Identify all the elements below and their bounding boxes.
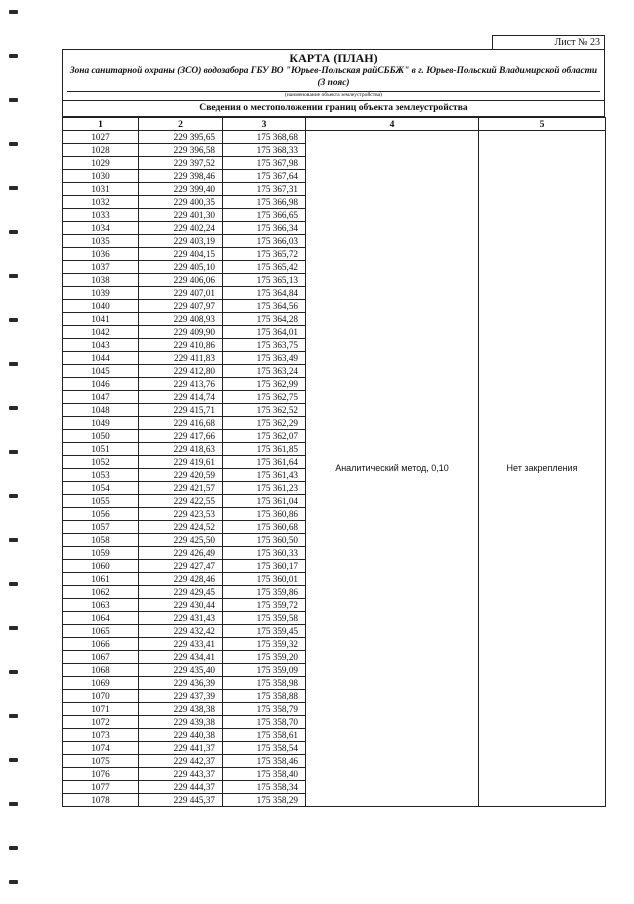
point-number-cell: 1027 [63,131,139,144]
y-coordinate-cell: 175 362,75 [223,391,306,404]
punch-hole-mark [9,582,18,586]
punch-hole-mark [9,98,18,102]
punch-hole-mark [9,230,18,234]
x-coordinate-cell: 229 433,41 [139,638,223,651]
x-coordinate-cell: 229 399,40 [139,183,223,196]
x-coordinate-cell: 229 423,53 [139,508,223,521]
x-coordinate-cell: 229 443,37 [139,768,223,781]
point-number-cell: 1071 [63,703,139,716]
x-coordinate-cell: 229 418,63 [139,443,223,456]
x-coordinate-cell: 229 438,38 [139,703,223,716]
y-coordinate-cell: 175 368,68 [223,131,306,144]
x-coordinate-cell: 229 422,55 [139,495,223,508]
y-coordinate-cell: 175 367,98 [223,157,306,170]
point-number-cell: 1078 [63,794,139,807]
point-number-cell: 1074 [63,742,139,755]
document-title: КАРТА (ПЛАН) [289,51,378,65]
point-number-cell: 1054 [63,482,139,495]
x-coordinate-cell: 229 421,57 [139,482,223,495]
x-coordinate-cell: 229 404,15 [139,248,223,261]
method-cell: Аналитический метод, 0,10 [306,131,479,807]
column-header: 4 [306,118,479,131]
point-number-cell: 1045 [63,365,139,378]
x-coordinate-cell: 229 417,66 [139,430,223,443]
y-coordinate-cell: 175 363,75 [223,339,306,352]
object-name: Зона санитарной охраны (ЗСО) водозабора ГБУ ВО "Юрьев-Польская райСББЖ" в г. Юрьев-Польский Владимирской области (3 пояс) [69,66,598,88]
point-number-cell: 1047 [63,391,139,404]
x-coordinate-cell: 229 444,37 [139,781,223,794]
point-number-cell: 1035 [63,235,139,248]
punch-hole-mark [9,274,18,278]
x-coordinate-cell: 229 424,52 [139,521,223,534]
sheet-number: Лист № 23 [492,35,605,50]
x-coordinate-cell: 229 419,61 [139,456,223,469]
point-number-cell: 1051 [63,443,139,456]
point-number-cell: 1044 [63,352,139,365]
point-number-cell: 1063 [63,599,139,612]
table-row [63,131,606,144]
punch-hole-mark [9,626,18,630]
point-number-cell: 1067 [63,651,139,664]
y-coordinate-cell: 175 359,45 [223,625,306,638]
x-coordinate-cell: 229 428,46 [139,573,223,586]
point-number-cell: 1031 [63,183,139,196]
point-number-cell: 1052 [63,456,139,469]
point-number-cell: 1072 [63,716,139,729]
column-header: 3 [223,118,306,131]
y-coordinate-cell: 175 366,03 [223,235,306,248]
fixing-cell: Нет закрепления [479,131,606,807]
x-coordinate-cell: 229 432,42 [139,625,223,638]
y-coordinate-cell: 175 364,01 [223,326,306,339]
point-number-cell: 1036 [63,248,139,261]
x-coordinate-cell: 229 414,74 [139,391,223,404]
x-coordinate-cell: 229 405,10 [139,261,223,274]
y-coordinate-cell: 175 359,20 [223,651,306,664]
x-coordinate-cell: 229 406,06 [139,274,223,287]
x-coordinate-cell: 229 420,59 [139,469,223,482]
point-number-cell: 1057 [63,521,139,534]
x-coordinate-cell: 229 402,24 [139,222,223,235]
punch-hole-mark [9,846,18,850]
point-number-cell: 1068 [63,664,139,677]
punch-hole-mark [9,406,18,410]
point-number-cell: 1040 [63,300,139,313]
point-number-cell: 1062 [63,586,139,599]
punch-hole-mark [9,880,18,884]
y-coordinate-cell: 175 368,33 [223,144,306,157]
y-coordinate-cell: 175 358,40 [223,768,306,781]
point-number-cell: 1073 [63,729,139,742]
punch-hole-mark [9,758,18,762]
section-title: Сведения о местоположении границ объекта землеустройства [199,102,468,113]
y-coordinate-cell: 175 362,29 [223,417,306,430]
y-coordinate-cell: 175 358,46 [223,755,306,768]
y-coordinate-cell: 175 362,99 [223,378,306,391]
point-number-cell: 1066 [63,638,139,651]
point-number-cell: 1076 [63,768,139,781]
x-coordinate-cell: 229 407,97 [139,300,223,313]
point-number-cell: 1037 [63,261,139,274]
x-coordinate-cell: 229 441,37 [139,742,223,755]
y-coordinate-cell: 175 358,70 [223,716,306,729]
point-number-cell: 1056 [63,508,139,521]
y-coordinate-cell: 175 363,49 [223,352,306,365]
y-coordinate-cell: 175 359,72 [223,599,306,612]
x-coordinate-cell: 229 440,38 [139,729,223,742]
y-coordinate-cell: 175 360,33 [223,547,306,560]
y-coordinate-cell: 175 361,43 [223,469,306,482]
point-number-cell: 1041 [63,313,139,326]
y-coordinate-cell: 175 358,79 [223,703,306,716]
x-coordinate-cell: 229 426,49 [139,547,223,560]
y-coordinate-cell: 175 362,52 [223,404,306,417]
x-coordinate-cell: 229 430,44 [139,599,223,612]
y-coordinate-cell: 175 360,17 [223,560,306,573]
document-header [62,49,605,117]
punch-hole-mark [9,142,18,146]
x-coordinate-cell: 229 400,35 [139,196,223,209]
y-coordinate-cell: 175 359,09 [223,664,306,677]
y-coordinate-cell: 175 361,23 [223,482,306,495]
y-coordinate-cell: 175 361,64 [223,456,306,469]
point-number-cell: 1030 [63,170,139,183]
point-number-cell: 1070 [63,690,139,703]
object-name-caption: (наименование объекта землеустройства) [285,92,382,98]
y-coordinate-cell: 175 358,88 [223,690,306,703]
x-coordinate-cell: 229 411,83 [139,352,223,365]
x-coordinate-cell: 229 427,47 [139,560,223,573]
point-number-cell: 1029 [63,157,139,170]
y-coordinate-cell: 175 367,64 [223,170,306,183]
point-number-cell: 1053 [63,469,139,482]
point-number-cell: 1033 [63,209,139,222]
boundary-table [62,117,606,807]
point-number-cell: 1042 [63,326,139,339]
y-coordinate-cell: 175 366,65 [223,209,306,222]
y-coordinate-cell: 175 366,34 [223,222,306,235]
column-header: 1 [63,118,139,131]
x-coordinate-cell: 229 408,93 [139,313,223,326]
point-number-cell: 1058 [63,534,139,547]
x-coordinate-cell: 229 396,58 [139,144,223,157]
x-coordinate-cell: 229 416,68 [139,417,223,430]
x-coordinate-cell: 229 435,40 [139,664,223,677]
y-coordinate-cell: 175 361,04 [223,495,306,508]
x-coordinate-cell: 229 410,86 [139,339,223,352]
point-number-cell: 1061 [63,573,139,586]
y-coordinate-cell: 175 358,29 [223,794,306,807]
point-number-cell: 1050 [63,430,139,443]
x-coordinate-cell: 229 445,37 [139,794,223,807]
point-number-cell: 1034 [63,222,139,235]
y-coordinate-cell: 175 358,98 [223,677,306,690]
y-coordinate-cell: 175 360,50 [223,534,306,547]
x-coordinate-cell: 229 398,46 [139,170,223,183]
x-coordinate-cell: 229 439,38 [139,716,223,729]
x-coordinate-cell: 229 401,30 [139,209,223,222]
point-number-cell: 1046 [63,378,139,391]
column-header: 2 [139,118,223,131]
x-coordinate-cell: 229 434,41 [139,651,223,664]
point-number-cell: 1032 [63,196,139,209]
point-number-cell: 1069 [63,677,139,690]
point-number-cell: 1060 [63,560,139,573]
y-coordinate-cell: 175 359,58 [223,612,306,625]
y-coordinate-cell: 175 361,85 [223,443,306,456]
x-coordinate-cell: 229 425,50 [139,534,223,547]
x-coordinate-cell: 229 431,43 [139,612,223,625]
y-coordinate-cell: 175 364,28 [223,313,306,326]
punch-hole-mark [9,494,18,498]
y-coordinate-cell: 175 360,68 [223,521,306,534]
y-coordinate-cell: 175 360,01 [223,573,306,586]
y-coordinate-cell: 175 363,24 [223,365,306,378]
punch-hole-mark [9,538,18,542]
x-coordinate-cell: 229 412,80 [139,365,223,378]
table-header-row [63,118,606,131]
punch-hole-mark [9,318,18,322]
punch-hole-mark [9,186,18,190]
y-coordinate-cell: 175 358,34 [223,781,306,794]
x-coordinate-cell: 229 413,76 [139,378,223,391]
y-coordinate-cell: 175 367,31 [223,183,306,196]
x-coordinate-cell: 229 437,39 [139,690,223,703]
y-coordinate-cell: 175 365,72 [223,248,306,261]
punch-hole-mark [9,714,18,718]
y-coordinate-cell: 175 360,86 [223,508,306,521]
x-coordinate-cell: 229 409,90 [139,326,223,339]
y-coordinate-cell: 175 365,13 [223,274,306,287]
punch-hole-mark [9,10,18,14]
y-coordinate-cell: 175 365,42 [223,261,306,274]
x-coordinate-cell: 229 397,52 [139,157,223,170]
y-coordinate-cell: 175 359,32 [223,638,306,651]
point-number-cell: 1038 [63,274,139,287]
x-coordinate-cell: 229 436,39 [139,677,223,690]
x-coordinate-cell: 229 407,01 [139,287,223,300]
point-number-cell: 1055 [63,495,139,508]
point-number-cell: 1048 [63,404,139,417]
x-coordinate-cell: 229 415,71 [139,404,223,417]
punch-hole-mark [9,362,18,366]
y-coordinate-cell: 175 364,84 [223,287,306,300]
point-number-cell: 1049 [63,417,139,430]
punch-hole-mark [9,54,18,58]
table-body [63,131,606,807]
point-number-cell: 1065 [63,625,139,638]
x-coordinate-cell: 229 429,45 [139,586,223,599]
point-number-cell: 1039 [63,287,139,300]
punch-hole-mark [9,802,18,806]
x-coordinate-cell: 229 403,19 [139,235,223,248]
y-coordinate-cell: 175 366,98 [223,196,306,209]
point-number-cell: 1075 [63,755,139,768]
y-coordinate-cell: 175 364,56 [223,300,306,313]
y-coordinate-cell: 175 358,54 [223,742,306,755]
y-coordinate-cell: 175 362,07 [223,430,306,443]
point-number-cell: 1028 [63,144,139,157]
punch-hole-mark [9,670,18,674]
x-coordinate-cell: 229 442,37 [139,755,223,768]
column-header: 5 [479,118,606,131]
x-coordinate-cell: 229 395,65 [139,131,223,144]
point-number-cell: 1064 [63,612,139,625]
punch-hole-mark [9,450,18,454]
point-number-cell: 1043 [63,339,139,352]
point-number-cell: 1077 [63,781,139,794]
point-number-cell: 1059 [63,547,139,560]
y-coordinate-cell: 175 358,61 [223,729,306,742]
y-coordinate-cell: 175 359,86 [223,586,306,599]
